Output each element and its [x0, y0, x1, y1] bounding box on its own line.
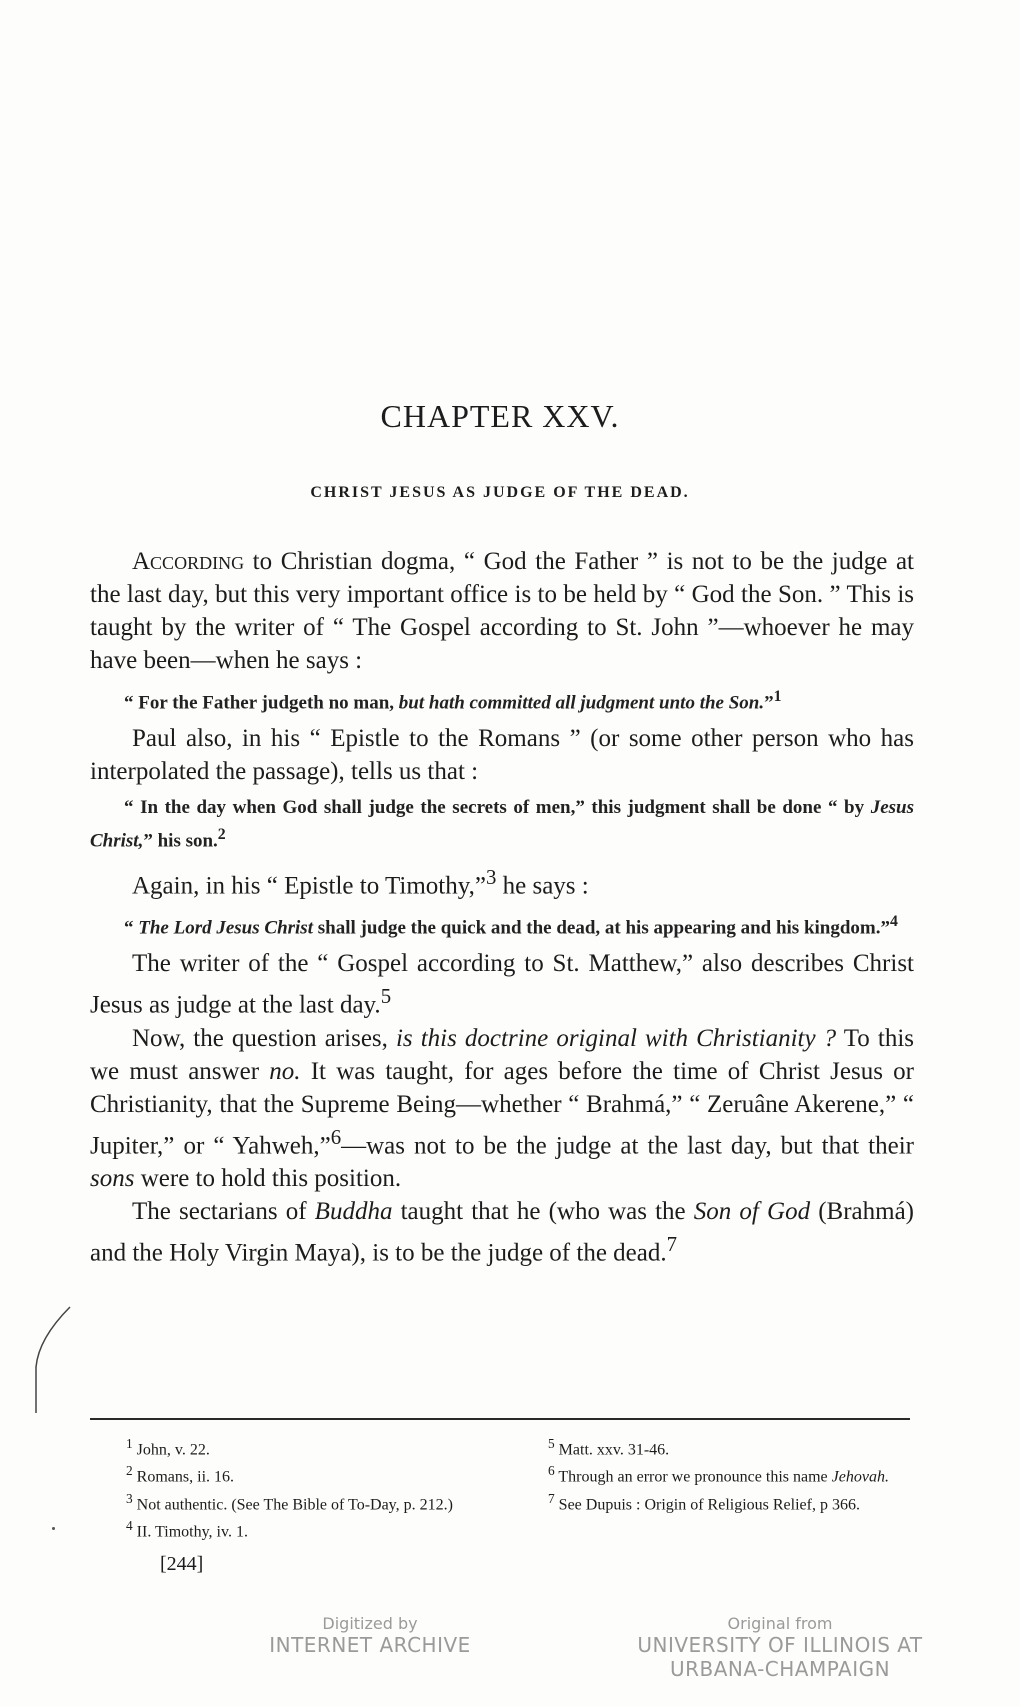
paragraph-6-text-2: taught that he (who was the [392, 1197, 694, 1225]
paragraph-5-text-3: It was taught, for ages before the time of Christ Jesus or Christianity, that the Supreme Being—whether “ Brahmá,” “ Zeruâne Akerene,” “ Jupiter,” or “ Yahweh,” [90, 1057, 914, 1159]
footnote-text: Romans, ii. 16. [136, 1468, 235, 1486]
margin-pencil-mark [30, 1305, 80, 1415]
body-text [90, 545, 914, 1269]
footnote-text: II. Timothy, iv. 1. [136, 1523, 248, 1541]
footnote-ref-6[interactable]: 6 [330, 1124, 342, 1149]
page-number: [244] [160, 1553, 204, 1575]
footnotes-right [512, 1433, 912, 1515]
paragraph-1-text: to Christian dogma, “ God the Father ” is not to be the judge at the last day, but this very important office is to be held by “ God the Son. ” This is taught by the writer of “ The Gospel according to St. John ”—whoever he may have been—when he says : [90, 548, 914, 674]
footer-original-label: Original from [727, 1614, 833, 1633]
footnote-ref-2[interactable]: 2 [217, 826, 226, 844]
paragraph-3-tail: he says : [496, 871, 589, 899]
footnote-1 [90, 1433, 490, 1460]
footnote-number: 6 [548, 1463, 555, 1479]
footnote-ref-4[interactable]: 4 [890, 912, 898, 930]
paragraph-5-text-4: —was not to be the judge at the last day, but that their [341, 1131, 914, 1159]
paragraph-6-italic-son-of-god: Son of God [693, 1197, 811, 1225]
paragraph-5 [90, 1022, 914, 1195]
footer-internet-archive: INTERNET ARCHIVE [269, 1633, 471, 1657]
paragraph-1 [90, 545, 914, 677]
margin-speck [52, 1527, 55, 1530]
quote-1 [90, 683, 914, 716]
quote-2-close: ” his son. [143, 830, 218, 852]
paragraph-3 [90, 861, 914, 902]
footnote-italic: Jehovah. [831, 1468, 889, 1486]
chapter-title: CHAPTER XXV. [380, 398, 620, 434]
paragraph-5-italic-sons: sons [90, 1164, 135, 1192]
footer-university-line-1: UNIVERSITY OF ILLINOIS AT [637, 1633, 923, 1657]
quote-3-open: “ [124, 917, 139, 939]
footnote-ref-1[interactable]: 1 [773, 688, 782, 705]
footnote-ref-7[interactable]: 7 [666, 1231, 678, 1256]
paragraph-5-text-2: To this we must answer [90, 1024, 915, 1085]
footnote-3 [90, 1488, 490, 1515]
paragraph-4-text: The writer of the “ Gospel according to St. Matthew,” also describes Christ Jesus as judge at the last day. [90, 950, 914, 1019]
footnote-text: John, v. 22. [136, 1441, 210, 1459]
paragraph-2 [90, 722, 914, 788]
paragraph-2-text: Paul also, in his “ Epistle to the Romans ” (or some other person who has interpolated the passage), tells us that : [90, 725, 914, 786]
paragraph-6 [90, 1195, 914, 1269]
quote-1-text: “ For the Father judgeth no man, [124, 692, 399, 714]
footnote-ref-5[interactable]: 5 [380, 984, 392, 1009]
paragraph-5-text: Now, the question arises, [132, 1024, 396, 1052]
footnote-text: Through an error we pronounce this name [558, 1468, 832, 1486]
footnote-number: 7 [548, 1490, 555, 1506]
footnote-number: 1 [126, 1436, 133, 1451]
footnote-number: 4 [126, 1517, 133, 1533]
footnote-number: 2 [126, 1463, 133, 1479]
footnote-5 [512, 1433, 912, 1460]
footnote-2 [90, 1460, 490, 1487]
footnote-text: Matt. xxv. 31-46. [558, 1441, 670, 1459]
footnote-number: 5 [548, 1436, 555, 1451]
quote-3 [90, 908, 914, 941]
footnotes-left [90, 1433, 490, 1542]
paragraph-6-italic-buddha: Buddha [314, 1197, 393, 1225]
chapter-subtitle: CHRIST JESUS AS JUDGE OF THE DEAD. [310, 484, 690, 501]
quote-1-italic: but hath committed all judgment unto the Son. [398, 692, 765, 714]
quote-1-close: ” [764, 692, 774, 714]
drop-lead-word: According [132, 548, 245, 575]
footer-digitized-label: Digitized by [322, 1614, 418, 1633]
footnote-6 [512, 1460, 912, 1487]
footnote-ref-3[interactable]: 3 [485, 864, 497, 889]
quote-3-italic: The Lord Jesus Christ [138, 917, 313, 939]
paragraph-5-text-5: were to hold this position. [134, 1164, 402, 1192]
paragraph-6-text: The sectarians of [132, 1197, 315, 1225]
paragraph-4 [90, 947, 914, 1021]
footnote-text: See Dupuis : Origin of Religious Relief, p 366. [558, 1495, 860, 1513]
footnote-7 [512, 1488, 912, 1515]
footnote-rule [90, 1418, 910, 1420]
footer-university-line-2: URBANA-CHAMPAIGN [669, 1657, 891, 1681]
paragraph-3-text: Again, in his “ Epistle to Timothy,” [132, 871, 486, 899]
quote-2-italic: Jesus Christ, [90, 797, 914, 852]
footer-original [570, 1614, 990, 1681]
paragraph-5-italic-no: no. [269, 1057, 301, 1085]
paragraph-5-italic-question: is this doctrine original with Christianity ? [395, 1024, 837, 1052]
quote-2 [90, 794, 914, 854]
footer-digitized [190, 1614, 550, 1657]
footnote-text: Not authentic. (See The Bible of To-Day, p. 212.) [136, 1495, 453, 1513]
quote-3-text: shall judge the quick and the dead, at his appearing and his kingdom.” [312, 917, 891, 939]
footnote-4 [90, 1515, 490, 1542]
paragraph-6-text-3: (Brahmá) and the Holy Virgin Maya), is to be the judge of the dead. [90, 1197, 915, 1267]
footnote-number: 3 [126, 1490, 133, 1506]
quote-2-text: “ In the day when God shall judge the secrets of men,” this judgment shall be done “ by [124, 797, 871, 819]
